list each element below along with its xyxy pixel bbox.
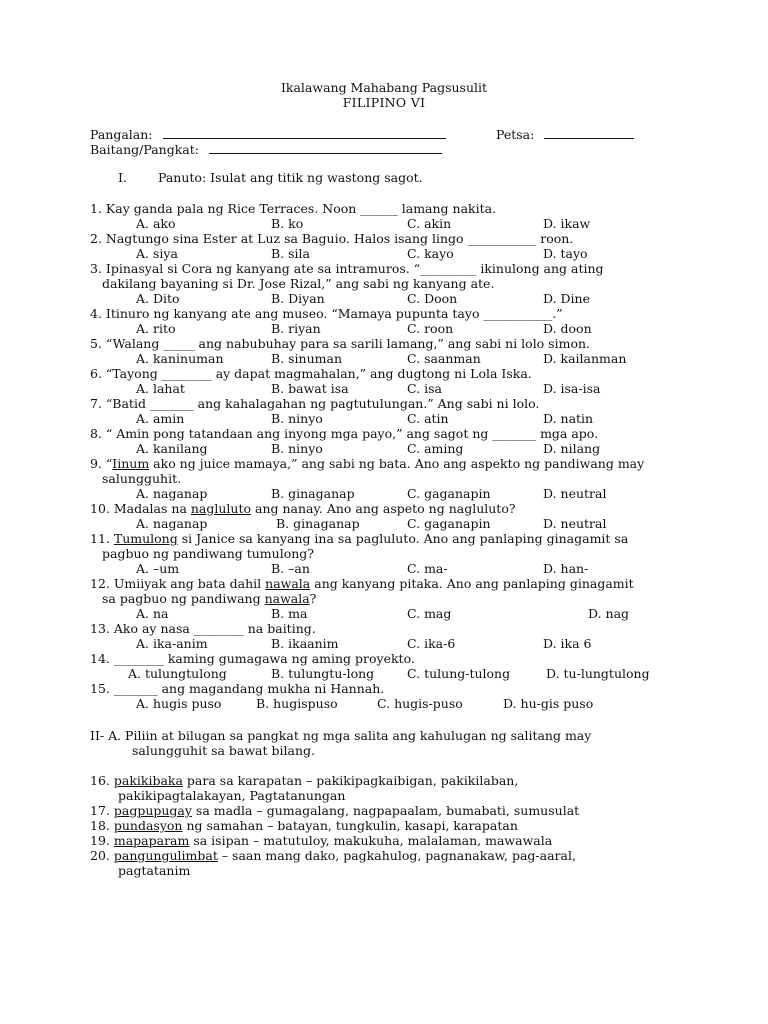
question-item xyxy=(90,396,730,426)
answer-option[interactable]: A. kaninuman xyxy=(136,351,224,366)
question-item xyxy=(90,261,730,306)
answer-option[interactable]: C. roon xyxy=(407,321,454,336)
question-item xyxy=(90,231,730,261)
section-1-instruction: Panuto: Isulat ang titik ng wastong sagot. xyxy=(158,170,423,185)
item-choices[interactable]: sa isipan – matutuloy, makukuha, malalaman, mawawala xyxy=(189,833,553,848)
answer-options xyxy=(90,441,730,456)
answer-option[interactable]: D. nilang xyxy=(543,441,601,456)
answer-option[interactable]: D. nag xyxy=(588,606,630,621)
section-2-heading xyxy=(90,728,591,758)
exam-title: Ikalawang Mahabang Pagsusulit xyxy=(280,80,488,95)
answer-option[interactable]: C. isa xyxy=(407,381,442,396)
question-text-continued: salungguhit. xyxy=(102,471,182,486)
question-text: 1. Kay ganda pala ng Rice Terraces. Noon ______ lamang nakita. xyxy=(90,201,497,216)
answer-option[interactable]: B. ko xyxy=(271,216,304,231)
answer-option[interactable]: D. Dine xyxy=(543,291,590,306)
item-choices-continued[interactable]: pakikipagtalakayan, Pagtatanungan xyxy=(118,788,346,803)
question-text: 8. “ Amin pong tatandaan ang inyong mga payo,” ang sagot ng _______ mga apo. xyxy=(90,426,599,441)
answer-option[interactable]: D. neutral xyxy=(543,486,607,501)
answer-option[interactable]: D. kailanman xyxy=(543,351,627,366)
question-text: 12. Umiiyak ang bata dahil nawala ang kanyang pitaka. Ano ang panlaping ginagamit xyxy=(90,576,634,591)
question-item xyxy=(90,501,730,531)
answer-option[interactable]: A. amin xyxy=(136,411,185,426)
answer-options xyxy=(90,606,730,621)
answer-options xyxy=(90,411,730,426)
answer-option[interactable]: C. Doon xyxy=(407,291,458,306)
answer-option[interactable]: C. ika-6 xyxy=(407,636,456,651)
answer-option[interactable]: C. mag xyxy=(407,606,452,621)
item-number: 18. xyxy=(90,818,114,833)
answer-option[interactable]: A. hugis puso xyxy=(136,696,222,711)
answer-option[interactable]: A. na xyxy=(136,606,169,621)
answer-options xyxy=(90,636,730,651)
answer-option[interactable]: A. Dito xyxy=(136,291,180,306)
answer-option[interactable]: D. neutral xyxy=(543,516,607,531)
answer-option[interactable]: D. doon xyxy=(543,321,592,336)
answer-option[interactable]: D. tu-lungtulong xyxy=(546,666,650,681)
answer-option[interactable]: C. ma- xyxy=(407,561,448,576)
answer-option[interactable]: A. ako xyxy=(136,216,176,231)
answer-option[interactable]: D. hu-gis puso xyxy=(503,696,594,711)
item-number: 17. xyxy=(90,803,114,818)
part-2-item xyxy=(90,833,579,848)
answer-option[interactable]: A. tulungtulong xyxy=(128,666,227,681)
question-item xyxy=(90,366,730,396)
answer-options xyxy=(90,666,730,681)
underlined-word: nagluluto xyxy=(190,501,252,516)
question-item xyxy=(90,651,730,681)
question-item xyxy=(90,621,730,651)
item-choices[interactable]: sa madla – gumagalang, nagpapaalam, bumabati, sumusulat xyxy=(191,803,580,818)
petsa-row xyxy=(496,127,634,142)
question-item xyxy=(90,201,730,231)
answer-option[interactable]: C. kayo xyxy=(407,246,454,261)
answer-option[interactable]: B. Diyan xyxy=(271,291,325,306)
question-text: 15. _______ ang magandang mukha ni Hannah. xyxy=(90,681,385,696)
question-item xyxy=(90,306,730,336)
item-choices[interactable]: ng samahan – batayan, tungkulin, kasapi, karapatan xyxy=(182,818,518,833)
answer-option[interactable]: A. –um xyxy=(136,561,180,576)
question-text: 4. Itinuro ng kanyang ate ang museo. “Mamaya pupunta tayo ___________.” xyxy=(90,306,563,321)
part-2-item xyxy=(90,848,579,863)
answer-option[interactable]: D. ikaw xyxy=(543,216,591,231)
answer-option[interactable]: C. gaganapin xyxy=(407,516,491,531)
answer-option[interactable]: B. sinuman xyxy=(271,351,343,366)
underlined-word: pagpupugay xyxy=(113,803,192,818)
answer-option[interactable]: D. tayo xyxy=(543,246,588,261)
question-text: 11. Tumulong si Janice sa kanyang ina sa pagluluto. Ano ang panlaping ginagamit sa xyxy=(90,531,629,546)
question-item xyxy=(90,681,730,711)
question-text: 13. Ako ay nasa ________ na baiting. xyxy=(90,621,316,636)
answer-option[interactable]: D. isa-isa xyxy=(543,381,601,396)
answer-option[interactable]: A. naganap xyxy=(136,486,208,501)
answer-option[interactable]: D. natin xyxy=(543,411,594,426)
answer-option[interactable]: B. riyan xyxy=(271,321,321,336)
baitang-label: Baitang/Pangkat: xyxy=(90,142,199,157)
answer-options xyxy=(90,291,730,306)
underlined-word: nawala xyxy=(264,591,310,606)
question-text: 14. ________ kaming gumagawa ng aming proyekto. xyxy=(90,651,415,666)
question-list xyxy=(90,201,730,711)
baitang-blank xyxy=(209,142,442,154)
question-text-continued: sa pagbuo ng pandiwang nawala? xyxy=(102,591,317,606)
answer-option[interactable]: C. akin xyxy=(407,216,452,231)
answer-option[interactable]: C. saanman xyxy=(407,351,481,366)
answer-option[interactable]: B. ginaganap xyxy=(276,516,360,531)
answer-options xyxy=(90,516,730,531)
answer-options xyxy=(90,696,730,711)
answer-option[interactable]: B. hugispuso xyxy=(256,696,338,711)
answer-option[interactable]: B. ginaganap xyxy=(271,486,355,501)
exam-subject: FILIPINO VI xyxy=(342,95,426,110)
petsa-blank xyxy=(544,127,634,139)
answer-option[interactable]: A. kanilang xyxy=(136,441,208,456)
answer-option[interactable]: C. gaganapin xyxy=(407,486,491,501)
question-text: 7. “Batid _______ ang kahalagahan ng pagtutulungan.” Ang sabi ni lolo. xyxy=(90,396,540,411)
part-2-item xyxy=(90,773,579,788)
answer-option[interactable]: B. tulungtu-long xyxy=(271,666,375,681)
underlined-word: pakikibaka xyxy=(113,773,183,788)
answer-option[interactable]: A. siya xyxy=(136,246,178,261)
underlined-word: Tumulong xyxy=(113,531,178,546)
question-item xyxy=(90,336,730,366)
pangalan-label: Pangalan: xyxy=(90,127,153,142)
answer-options xyxy=(90,321,730,336)
question-text: 9. “Iinum ako ng juice mamaya,” ang sabi ng bata. Ano ang aspekto ng pandiwang may xyxy=(90,456,645,471)
question-item xyxy=(90,456,730,501)
part-2-list xyxy=(90,773,579,878)
answer-options xyxy=(90,216,730,231)
petsa-label: Petsa: xyxy=(496,127,535,142)
answer-options xyxy=(90,381,730,396)
pangalan-row xyxy=(90,127,446,142)
underlined-word: pundasyon xyxy=(113,818,183,833)
question-text: 5. “Walang _____ ang nabubuhay para sa sarili lamang,” ang sabi ni lolo simon. xyxy=(90,336,590,351)
item-choices[interactable]: para sa karapatan – pakikipagkaibigan, pakikilaban, xyxy=(182,773,519,788)
answer-options xyxy=(90,561,730,576)
item-number: 19. xyxy=(90,833,114,848)
answer-option[interactable]: A. naganap xyxy=(136,516,208,531)
answer-options xyxy=(90,486,730,501)
answer-options xyxy=(90,246,730,261)
underlined-word: nawala xyxy=(265,576,311,591)
answer-option[interactable]: B. ma xyxy=(271,606,308,621)
question-item xyxy=(90,576,730,621)
answer-option[interactable]: C. hugis-puso xyxy=(377,696,463,711)
answer-option[interactable]: C. tulung-tulong xyxy=(407,666,511,681)
pangalan-blank xyxy=(163,127,446,139)
item-number: 20. xyxy=(90,848,114,863)
question-text: 10. Madalas na nagluluto ang nanay. Ano ang aspeto ng nagluluto? xyxy=(90,501,516,516)
answer-option[interactable]: A. ika-anim xyxy=(136,636,208,651)
item-number: 16. xyxy=(90,773,114,788)
section-2-line-1: II- A. Piliin at bilugan sa pangkat ng mga salita ang kahulugan ng salitang may xyxy=(90,728,592,743)
underlined-word: Iinum xyxy=(112,456,150,471)
question-text: 6. “Tayong ________ ay dapat magmahalan,” ang dugtong ni Lola Iska. xyxy=(90,366,532,381)
section-2-line-2: salungguhit sa bawat bilang. xyxy=(132,743,315,758)
answer-option[interactable]: B. sila xyxy=(271,246,310,261)
answer-option[interactable]: C. aming xyxy=(407,441,464,456)
answer-option[interactable]: B. ninyo xyxy=(271,441,323,456)
question-text: 3. Ipinasyal si Cora ng kanyang ate sa intramuros. “_________ ikinulong ang ating xyxy=(90,261,604,276)
part-2-item xyxy=(90,803,579,818)
question-text-continued: pagbuo ng pandiwang tumulong? xyxy=(102,546,314,561)
answer-option[interactable]: B. –an xyxy=(271,561,310,576)
question-text-continued: dakilang bayaning si Dr. Jose Rizal,” ang sabi ng kanyang ate. xyxy=(102,276,495,291)
answer-option[interactable]: D. ika 6 xyxy=(543,636,592,651)
baitang-row xyxy=(90,142,442,157)
answer-option[interactable]: C. atin xyxy=(407,411,449,426)
underlined-word: pangungulimbat xyxy=(113,848,218,863)
section-1-number: I. xyxy=(118,170,127,185)
underlined-word: mapaparam xyxy=(113,833,190,848)
question-item xyxy=(90,531,730,576)
answer-option[interactable]: A. lahat xyxy=(136,381,185,396)
answer-option[interactable]: B. bawat isa xyxy=(271,381,349,396)
item-choices[interactable]: – saan mang dako, pagkahulog, pagnanakaw, pag-aaral, xyxy=(217,848,576,863)
answer-option[interactable]: B. ikaanim xyxy=(271,636,339,651)
item-choices-continued[interactable]: pagtatanim xyxy=(118,863,191,878)
part-2-item xyxy=(90,818,579,833)
section-1-heading xyxy=(118,170,423,185)
answer-option[interactable]: D. han- xyxy=(543,561,589,576)
question-item xyxy=(90,426,730,456)
answer-option[interactable]: A. rito xyxy=(136,321,176,336)
answer-options xyxy=(90,351,730,366)
answer-option[interactable]: B. ninyo xyxy=(271,411,323,426)
question-text: 2. Nagtungo sina Ester at Luz sa Baguio. Halos isang lingo ___________ roon. xyxy=(90,231,574,246)
